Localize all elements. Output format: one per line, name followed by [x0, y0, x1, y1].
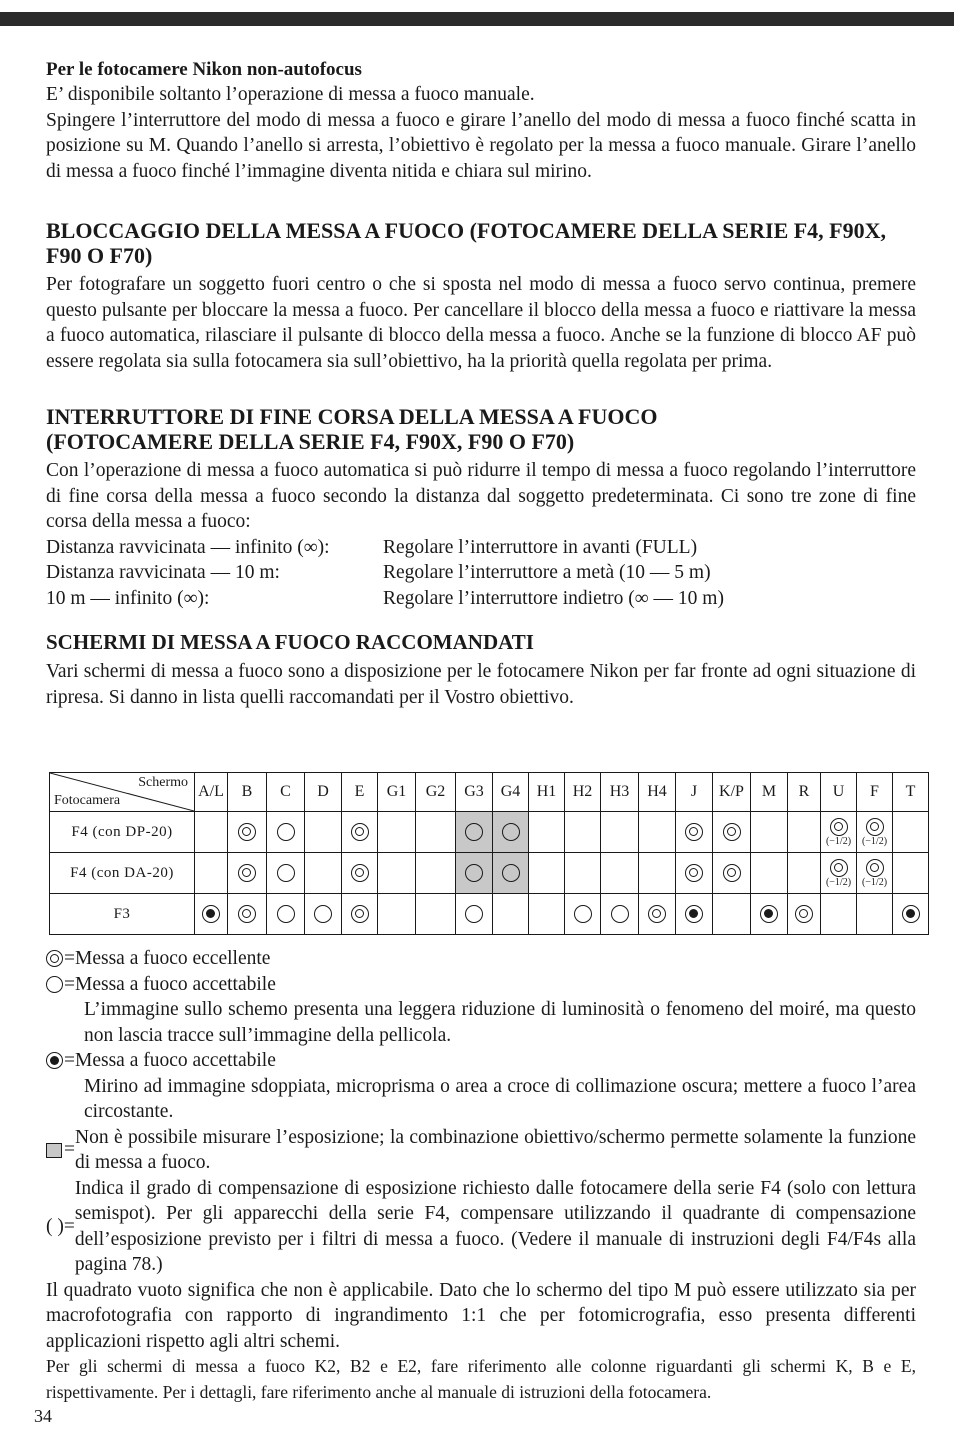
double-circle-icon — [351, 905, 369, 923]
limit-zones — [46, 535, 916, 612]
table-row — [50, 894, 929, 935]
compensation-value: (−1/2) — [825, 835, 852, 847]
compensation-cell — [857, 859, 892, 888]
camera-label: F4 (con DA-20) — [50, 853, 195, 894]
camera-label: F4 (con DP-20) — [50, 812, 195, 853]
table-cell — [639, 853, 676, 894]
screens-heading: SCHERMI DI MESSA A FUOCO RACCOMANDATI — [46, 630, 534, 654]
double-circle-icon — [795, 905, 813, 923]
screens-para: Vari schermi di messa a fuoco sono a disposizione per le fotocamere Nikon per far fronte ad ogni situazione di ripresa. Si danno in lista quelli raccomandati per il Vostro obiettivo. — [46, 661, 916, 708]
double-circle-icon — [830, 818, 848, 836]
double-circle-icon — [351, 864, 369, 882]
table-cell — [195, 894, 228, 935]
page-content — [46, 58, 916, 710]
table-cell — [416, 853, 456, 894]
table-cell — [676, 894, 713, 935]
nonaf-heading: Per le fotocamere Nikon non-autofocus — [46, 59, 362, 80]
column-header: F — [857, 773, 893, 812]
table-row — [50, 853, 929, 894]
table-cell — [893, 812, 929, 853]
table-cell — [565, 853, 601, 894]
circle-icon — [277, 905, 295, 923]
legend-acceptable-dot-text: =Messa a fuoco accettabile — [64, 1050, 276, 1071]
column-header: D — [305, 773, 342, 812]
focus-lock-para: Per fotografare un soggetto fuori centro o che si sposta nel modo di messa a fuoco servo continua, premere questo pulsante per bloccare la messa a fuoco. Per cancellare il blocco della messa a fuoco e riattivare la messa a fuoco automatica, rilasciare il pulsante di blocco della messa a fuoco. Anche se la funzione di blocco AF può essere regolata sia sulla fotocamera sia sull’obiettivo, ha la priorità quella regolata per prima. — [46, 274, 916, 372]
legend-excellent — [46, 946, 916, 972]
legend-acceptable-dot — [46, 1048, 916, 1074]
legend-key — [46, 946, 64, 972]
column-header: H2 — [565, 773, 601, 812]
table-cell — [456, 853, 493, 894]
table-cell — [893, 894, 929, 935]
legend-paren-text: Indica il grado di compensazione di esposizione richiesto dalle fotocamere della serie F4 (solo con lettura semispot). Per gli apparecchi della serie F4, compensare utilizzando il quadrante di compensazione dell’esposizione previsto per i filtri di messa a fuoco. (Vedere il manuale di instruzioni degli F4/F4s alla pagina 78.) — [74, 1177, 916, 1275]
legend-paren — [46, 1176, 916, 1278]
column-header: U — [821, 773, 857, 812]
dot-circle-icon — [760, 905, 778, 923]
legend-acceptable-note: L’immagine sullo schemo presenta una leggera riduzione di luminosità o fenomeno del moiré, ma questo non lascia tracce sull’immagine della pellicola. — [84, 999, 916, 1046]
zone-row — [46, 560, 916, 586]
table-cell — [601, 812, 639, 853]
compensation-cell — [821, 818, 856, 847]
compensation-cell — [857, 818, 892, 847]
table-cell — [378, 894, 416, 935]
legend-shaded-text: Non è possibile misurare l’esposizione; la combinazione obiettivo/schermo permette solamente la funzione di messa a fuoco. — [75, 1126, 916, 1173]
table-cell — [267, 812, 305, 853]
column-header: J — [676, 773, 713, 812]
nonaf-para-1: E’ disponibile soltanto l’operazione di messa a fuoco manuale. — [46, 84, 535, 105]
table-cell — [378, 812, 416, 853]
compensation-value: (−1/2) — [861, 876, 888, 888]
table-cell — [305, 894, 342, 935]
column-header: T — [893, 773, 929, 812]
circle-icon — [46, 976, 63, 993]
column-header: A/L — [195, 773, 228, 812]
table-cell — [751, 853, 788, 894]
k2-screens-note: Per gli schermi di messa a fuoco K2, B2 e E2, fare riferimento alle colonne riguardanti gli schermi K, B e E, rispettivamente. Per i dettagli, fare riferimento anche al manuale di istruzioni della fotocamera. — [46, 1356, 916, 1402]
table-cell — [529, 894, 565, 935]
table-cell — [305, 812, 342, 853]
zone-row — [46, 535, 916, 561]
table-cell — [493, 812, 529, 853]
zone-row — [46, 586, 916, 612]
zone-range: 10 m — infinito (∞): — [46, 587, 210, 609]
table-cell — [378, 853, 416, 894]
double-circle-icon — [685, 823, 703, 841]
double-circle-icon — [830, 859, 848, 877]
table-cell — [639, 812, 676, 853]
table-cell — [639, 894, 676, 935]
table-cell — [228, 812, 267, 853]
compensation-value: (−1/2) — [825, 876, 852, 888]
table-cell — [857, 894, 893, 935]
double-circle-icon — [238, 823, 256, 841]
legend-shaded-eq: = — [64, 1139, 75, 1161]
table-cell — [529, 812, 565, 853]
table-cell — [416, 812, 456, 853]
nonaf-para-2: Spingere l’interruttore del modo di messa a fuoco e girare l’anello del modo di messa a fuoco finché scatta in posizione su M. Quando l’anello si arresta, l’obiettivo è regolato per la messa a fuoco manuale. Girare l’anello di messa a fuoco finché l’immagine diventa nitida e chiara sul mirino. — [46, 109, 916, 182]
empty-square-note: Il quadrato vuoto significa che non è applicabile. Dato che lo schermo del tipo M può essere utilizzato sia per macrofotografia con rapporto di ingrandimento 1:1 che per fotomicrografia, esso presenta differenti applicazioni rispetto agli altri schemi. — [46, 1279, 916, 1352]
table-cell — [713, 894, 751, 935]
camera-label: F3 — [50, 894, 195, 935]
zone-range: Distanza ravvicinata — infinito (∞): — [46, 536, 330, 558]
legend — [46, 946, 916, 1405]
circle-icon — [277, 823, 295, 841]
table-cell — [416, 894, 456, 935]
double-circle-icon — [866, 818, 884, 836]
table-cell — [601, 894, 639, 935]
table-cell — [601, 853, 639, 894]
table-cell — [565, 894, 601, 935]
table-cell — [456, 894, 493, 935]
limit-switch-para: Con l’operazione di messa a fuoco automatica si può ridurre il tempo di messa a fuoco regolando l’interruttore di fine corsa della messa a fuoco secondo la distanza dal soggetto predeterminata. Ci sono tre zone di fine corsa della messa a fuoco: — [46, 460, 916, 532]
table-cell — [713, 812, 751, 853]
circle-icon — [314, 905, 332, 923]
limit-switch-heading-line1: INTERRUTTORE DI FINE CORSA DELLA MESSA A FUOCO — [46, 404, 658, 429]
table-cell — [565, 812, 601, 853]
table-cell — [788, 853, 821, 894]
table-cell — [267, 853, 305, 894]
legend-key — [46, 1125, 75, 1176]
table-cell — [821, 812, 857, 853]
table-cell — [751, 894, 788, 935]
column-header: M — [751, 773, 788, 812]
column-header: B — [228, 773, 267, 812]
column-header: G2 — [416, 773, 456, 812]
legend-shaded — [46, 1125, 916, 1176]
double-circle-icon — [238, 864, 256, 882]
table-row — [50, 812, 929, 853]
double-circle-icon — [351, 823, 369, 841]
column-header: H1 — [529, 773, 565, 812]
compensation-cell — [821, 859, 856, 888]
focusing-screen-table — [49, 772, 929, 935]
legend-key — [46, 972, 64, 998]
table-cell — [676, 853, 713, 894]
table-cell — [751, 812, 788, 853]
double-circle-icon — [866, 859, 884, 877]
table-cell — [305, 853, 342, 894]
dot-circle-icon — [902, 905, 920, 923]
zone-setting: Regolare l’interruttore indietro (∞ — 10 m) — [383, 587, 724, 609]
corner-label-camera: Fotocamera — [54, 793, 121, 808]
table-cell — [788, 894, 821, 935]
table-cell — [821, 894, 857, 935]
table-cell — [342, 894, 378, 935]
table-cell — [857, 853, 893, 894]
column-header: G1 — [378, 773, 416, 812]
table-cell — [228, 853, 267, 894]
legend-acceptable-dot-note: Mirino ad immagine sdoppiata, microprisma o area a croce di collimazione oscura; mettere a fuoco l’area circostante. — [84, 1075, 916, 1122]
double-circle-icon — [648, 905, 666, 923]
compensation-value: (−1/2) — [861, 835, 888, 847]
table-cell — [788, 812, 821, 853]
table-cell — [493, 853, 529, 894]
table-cell — [821, 853, 857, 894]
top-border-bar — [0, 12, 954, 26]
table-header-row — [50, 773, 929, 812]
dot-circle-icon — [685, 905, 703, 923]
table-corner-cell — [50, 773, 195, 812]
table-cell — [893, 853, 929, 894]
column-header: G4 — [493, 773, 529, 812]
dot-circle-icon — [202, 905, 220, 923]
column-header: C — [267, 773, 305, 812]
table-cell — [195, 812, 228, 853]
double-circle-icon — [238, 905, 256, 923]
circle-icon — [277, 864, 295, 882]
shaded-square-icon — [46, 1143, 62, 1158]
column-header: R — [788, 773, 821, 812]
double-circle-icon — [685, 864, 703, 882]
double-circle-icon — [723, 864, 741, 882]
table-cell — [228, 894, 267, 935]
table-cell — [857, 812, 893, 853]
column-header: H3 — [601, 773, 639, 812]
table-cell — [267, 894, 305, 935]
circle-icon — [611, 905, 629, 923]
circle-icon — [465, 905, 483, 923]
table-cell — [713, 853, 751, 894]
table-cell — [529, 853, 565, 894]
legend-acceptable — [46, 972, 916, 998]
table-cell — [456, 812, 493, 853]
table-cell — [493, 894, 529, 935]
zone-setting: Regolare l’interruttore a metà (10 — 5 m) — [383, 562, 711, 583]
column-header: G3 — [456, 773, 493, 812]
table-cell — [195, 853, 228, 894]
corner-label-screen: Schermo — [138, 775, 188, 790]
column-header: E — [342, 773, 378, 812]
zone-setting: Regolare l’interruttore in avanti (FULL) — [383, 536, 698, 558]
limit-switch-heading-line2: (FOTOCAMERE DELLA SERIE F4, F90X, F90 O F70) — [46, 429, 575, 454]
page-number: 34 — [34, 1406, 52, 1426]
circle-icon — [502, 864, 520, 882]
zone-range: Distanza ravvicinata — 10 m: — [46, 562, 280, 583]
table-cell — [342, 812, 378, 853]
circle-icon — [465, 864, 483, 882]
limit-switch-heading — [46, 404, 916, 454]
legend-paren-key: ( )= — [46, 1215, 75, 1237]
legend-acceptable-text: =Messa a fuoco accettabile — [64, 973, 276, 995]
table-cell — [676, 812, 713, 853]
circle-icon — [502, 823, 520, 841]
column-header: K/P — [713, 773, 751, 812]
table-cell — [342, 853, 378, 894]
dot-circle-icon — [46, 1052, 63, 1069]
circle-icon — [574, 905, 592, 923]
legend-excellent-text: =Messa a fuoco eccellente — [64, 948, 271, 969]
corner-diagonal — [50, 773, 194, 811]
double-circle-icon — [723, 823, 741, 841]
focus-lock-heading: BLOCCAGGIO DELLA MESSA A FUOCO (FOTOCAMERE DELLA SERIE F4, F90X, F90 O F70) — [46, 218, 887, 268]
circle-icon — [465, 823, 483, 841]
double-circle-icon — [46, 950, 63, 967]
column-header: H4 — [639, 773, 676, 812]
legend-key — [46, 1048, 64, 1074]
